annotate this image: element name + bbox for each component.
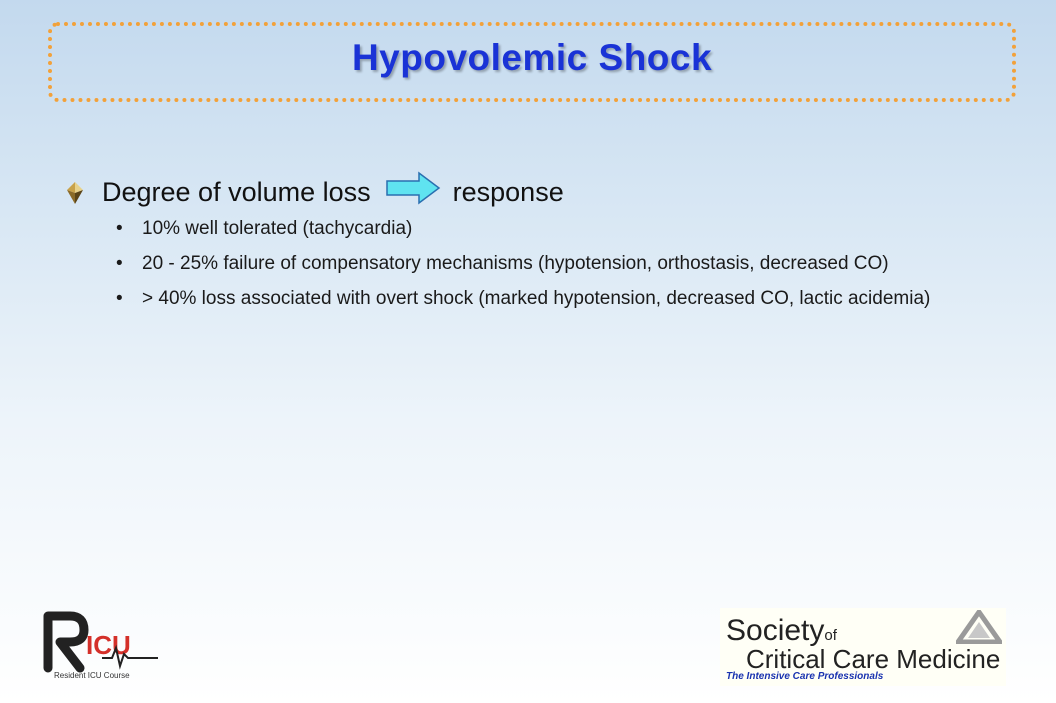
ricu-letters: ICU	[86, 630, 131, 660]
bullet-dot-icon: •	[116, 253, 123, 274]
sccm-logo	[720, 608, 1006, 686]
main-bullet-left-text: Degree of volume loss	[102, 177, 371, 207]
ricu-tagline: Resident ICU Course	[54, 671, 130, 680]
main-bullet-right-text: response	[452, 177, 564, 207]
main-bullet	[66, 173, 564, 212]
sccm-line2: Critical Care Medicine	[746, 644, 1001, 674]
sub-bullet-list	[116, 216, 996, 321]
diamond-bullet-icon	[66, 181, 84, 205]
sccm-tagline: The Intensive Care Professionals	[726, 671, 884, 682]
sub-bullet	[116, 286, 996, 311]
sub-bullet	[116, 251, 996, 276]
bullet-dot-icon: •	[116, 288, 123, 309]
title-box	[48, 22, 1016, 102]
sccm-line1	[726, 614, 837, 648]
right-arrow-icon	[385, 171, 441, 210]
bullet-dot-icon: •	[116, 218, 123, 239]
slide-title: Hypovolemic Shock	[351, 37, 713, 78]
sccm-society: Society	[726, 614, 825, 647]
sccm-of: of	[824, 627, 837, 644]
sub-bullet-text: > 40% loss associated with overt shock (marked hypotension, decreased CO, lactic acidemia)	[142, 288, 931, 309]
sub-bullet-text: 20 - 25% failure of compensatory mechanisms (hypotension, orthostasis, decreased CO)	[142, 253, 889, 274]
ricu-logo	[40, 608, 170, 688]
sub-bullet	[116, 216, 996, 241]
triangle-mark-icon	[956, 610, 1002, 649]
sub-bullet-text: 10% well tolerated (tachycardia)	[142, 218, 413, 239]
